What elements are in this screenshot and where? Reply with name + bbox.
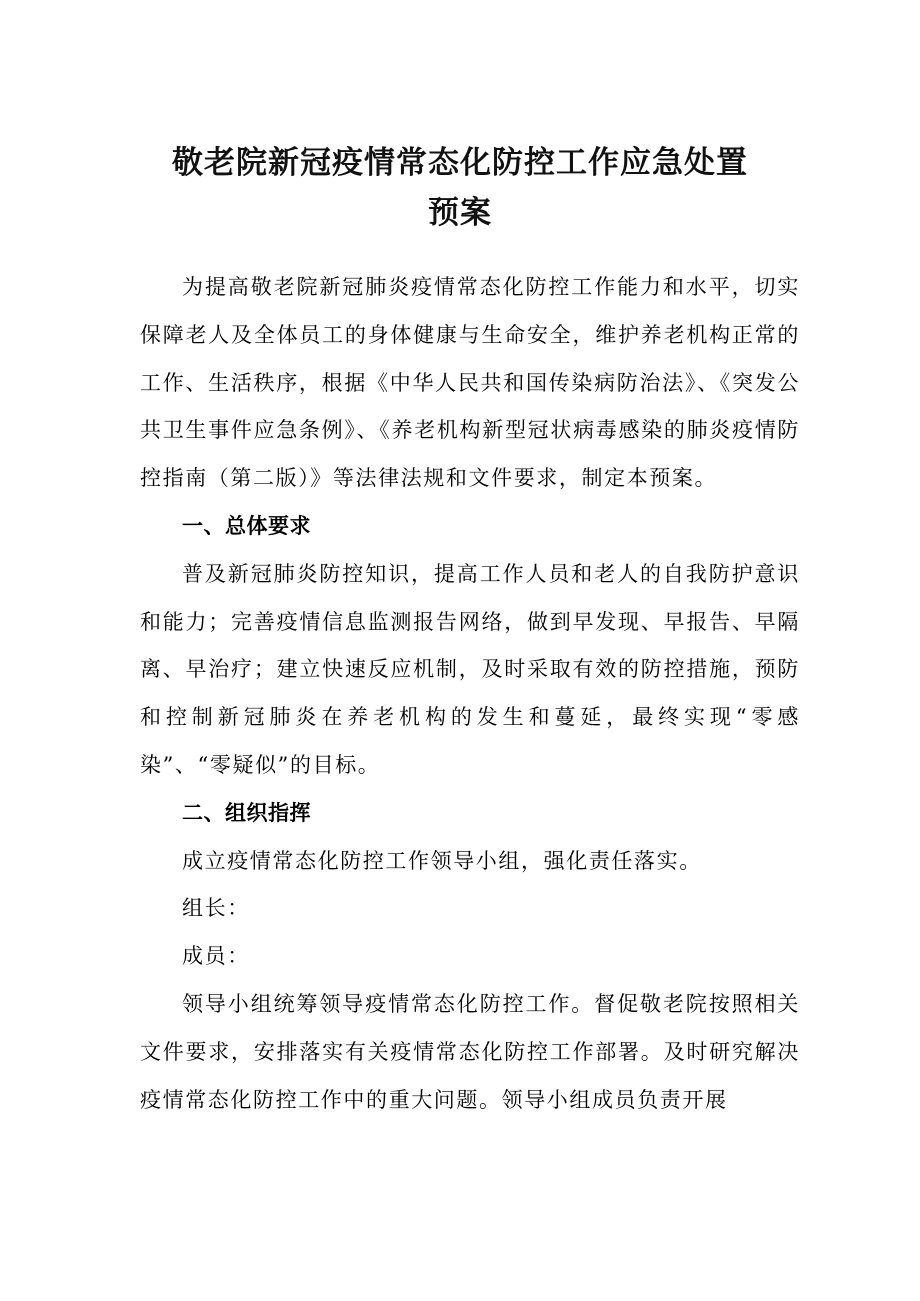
- document-title-line-2: 预案: [428, 195, 492, 231]
- group-leader-line: 组长：: [182, 896, 250, 921]
- general-requirements-paragraph: 普及新冠肺炎防控知识，提高工作人员和老人的自我防护意识和能力；完善疫情信息监测报告网络，做到早发现、早报告、早隔离、早治疗；建立快速反应机制，及时采取有效的防控措施，预防和控制新冠肺炎在养老机构的发生和蔓延，最终实现“零感染”、“零疑似”的目标。: [140, 561, 800, 777]
- intro-paragraph: 为提高敬老院新冠肺炎疫情常态化防控工作能力和水平，切实保障老人及全体员工的身体健康与生命安全，维护养老机构正常的工作、生活秩序，根据《中华人民共和国传染病防治法》、《突发公共卫生事件应急条例》、《养老机构新型冠状病毒感染的肺炎疫情防控指南（第二版）》等法律法规和文件要求，制定本预案。: [140, 275, 800, 491]
- organization-line: 成立疫情常态化防控工作领导小组，强化责任落实。: [182, 848, 702, 873]
- group-members-line: 成员：: [182, 944, 250, 969]
- document-title-line-1: 敬老院新冠疫情常态化防控工作应急处置: [172, 145, 748, 181]
- document-body: [140, 264, 800, 1124]
- section-heading-organization: 二、组织指挥: [182, 800, 311, 825]
- leadership-group-paragraph: 领导小组统筹领导疫情常态化防控工作。督促敬老院按照相关文件要求，安排落实有关疫情常态化防控工作部署。及时研究解决疫情常态化防控工作中的重大问题。领导小组成员负责开展: [140, 991, 800, 1112]
- section-heading-general-requirements: 一、总体要求: [182, 513, 311, 538]
